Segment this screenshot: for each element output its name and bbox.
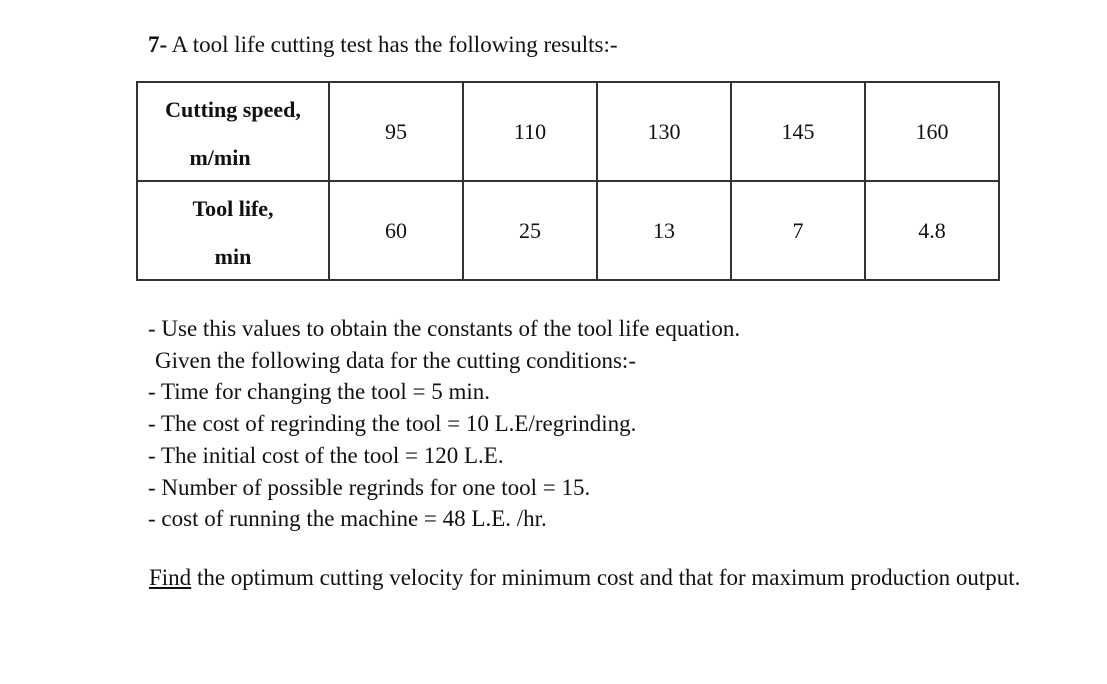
text-line: - Time for changing the tool = 5 min. xyxy=(148,379,490,405)
conditions-text xyxy=(148,313,740,535)
table-cell: 110 xyxy=(463,82,597,181)
row-header-line2: min xyxy=(214,244,252,269)
task-keyword: Find xyxy=(149,565,192,590)
question-title-text: A tool life cutting test has the following results:- xyxy=(171,32,618,57)
table-cell: 7 xyxy=(731,181,865,280)
table-cell: 4.8 xyxy=(865,181,999,280)
question-title xyxy=(148,32,618,58)
table-cell: 145 xyxy=(731,82,865,181)
text-line: - The cost of regrinding the tool = 10 L.E/regrinding. xyxy=(148,411,637,437)
table-cell: 25 xyxy=(463,181,597,280)
task-statement xyxy=(149,562,1030,593)
row-header-cutting-speed xyxy=(137,82,329,181)
question-number: 7- xyxy=(148,32,168,57)
row-header-line1: Tool life, xyxy=(192,196,274,221)
table-cell: 60 xyxy=(329,181,463,280)
results-table xyxy=(136,81,1000,281)
table-cell: 13 xyxy=(597,181,731,280)
row-header-line1: Cutting speed, xyxy=(165,97,301,122)
task-text: the optimum cutting velocity for minimum cost and that for maximum production output. xyxy=(196,565,1021,590)
text-line: - cost of running the machine = 48 L.E. /hr. xyxy=(148,506,547,532)
table-row-cutting-speed xyxy=(137,82,999,181)
row-header-line2: m/min xyxy=(189,145,251,170)
text-line: - Use this values to obtain the constants of the tool life equation. xyxy=(148,316,741,341)
table-cell: 95 xyxy=(329,82,463,181)
text-line: - The initial cost of the tool = 120 L.E. xyxy=(148,442,504,468)
text-line: Given the following data for the cutting conditions:- xyxy=(155,347,636,373)
row-header-tool-life xyxy=(137,181,329,280)
table-row-tool-life xyxy=(137,181,999,280)
table-cell: 160 xyxy=(865,82,999,181)
text-line: - Number of possible regrinds for one tool = 15. xyxy=(148,474,591,500)
table-cell: 130 xyxy=(597,82,731,181)
